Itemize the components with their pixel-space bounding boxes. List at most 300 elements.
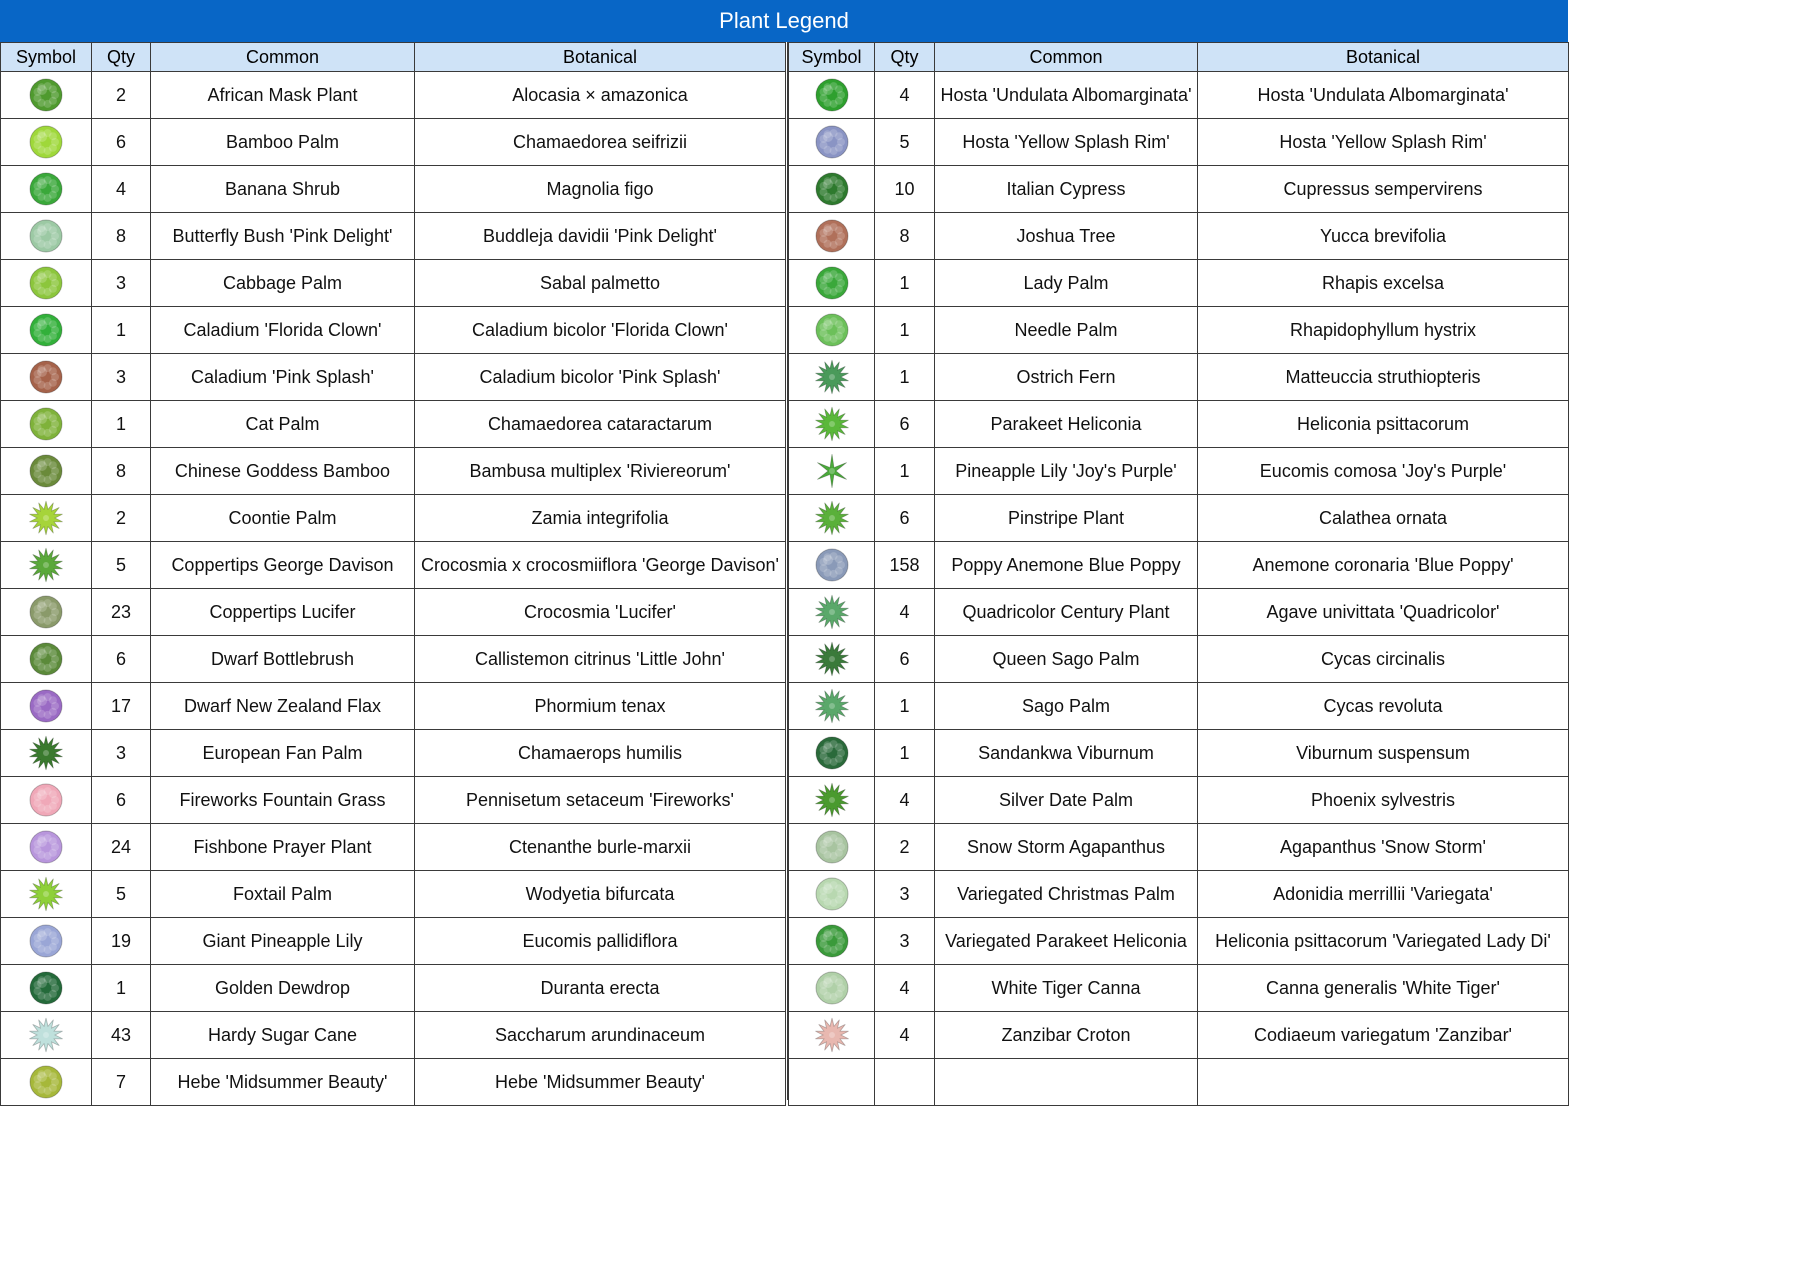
cell-symbol	[789, 730, 875, 777]
table-row	[1, 495, 786, 542]
shrub-round-icon	[27, 593, 65, 631]
shrub-round-icon	[27, 311, 65, 349]
table-row	[789, 401, 1569, 448]
header-botanical: Botanical	[415, 43, 786, 72]
shrub-round-icon	[813, 546, 851, 584]
table-row	[789, 777, 1569, 824]
cell-botanical: Heliconia psittacorum 'Variegated Lady Di'	[1198, 918, 1569, 965]
plant-symbol	[1, 260, 91, 306]
cell-symbol	[789, 495, 875, 542]
cell-common: Parakeet Heliconia	[935, 401, 1198, 448]
cell-botanical: Adonidia merrillii 'Variegata'	[1198, 871, 1569, 918]
cell-botanical: Codiaeum variegatum 'Zanzibar'	[1198, 1012, 1569, 1059]
plant-symbol	[789, 542, 874, 588]
cell-botanical: Duranta erecta	[415, 965, 786, 1012]
table-row	[1, 871, 786, 918]
plant-symbol	[1, 918, 91, 964]
table-row	[1, 166, 786, 213]
cell-symbol	[1, 119, 92, 166]
cell-symbol	[1, 965, 92, 1012]
plant-symbol	[789, 260, 874, 306]
cell-common: Cabbage Palm	[151, 260, 415, 307]
plant-symbol	[1, 1012, 91, 1058]
table-row	[1, 636, 786, 683]
cell-common: Sago Palm	[935, 683, 1198, 730]
cell-botanical: Sabal palmetto	[415, 260, 786, 307]
cell-qty: 6	[92, 636, 151, 683]
table-row	[789, 307, 1569, 354]
cell-symbol	[1, 824, 92, 871]
cell-botanical: Chamaedorea seifrizii	[415, 119, 786, 166]
cell-common: Sandankwa Viburnum	[935, 730, 1198, 777]
cell-symbol	[789, 448, 875, 495]
plant-symbol	[1, 119, 91, 165]
cell-qty: 10	[875, 166, 935, 213]
cell-botanical: Viburnum suspensum	[1198, 730, 1569, 777]
cell-symbol	[1, 777, 92, 824]
cell-symbol	[789, 683, 875, 730]
cell-botanical: Wodyetia bifurcata	[415, 871, 786, 918]
shrub-round-icon	[27, 76, 65, 114]
plant-symbol	[789, 401, 874, 447]
cell-common: Snow Storm Agapanthus	[935, 824, 1198, 871]
header-common: Common	[151, 43, 415, 72]
table-row	[789, 448, 1569, 495]
table-row	[1, 354, 786, 401]
cell-qty: 2	[875, 824, 935, 871]
table-row	[789, 119, 1569, 166]
shrub-round-icon	[27, 640, 65, 678]
plant-symbol	[789, 448, 874, 494]
cell-symbol	[1, 871, 92, 918]
plant-symbol	[789, 213, 874, 259]
cell-common: Cat Palm	[151, 401, 415, 448]
plant-symbol	[1, 307, 91, 353]
shrub-round-icon	[813, 264, 851, 302]
table-row	[789, 166, 1569, 213]
cell-botanical: Anemone coronaria 'Blue Poppy'	[1198, 542, 1569, 589]
cell-qty: 1	[875, 307, 935, 354]
plant-symbol	[1, 401, 91, 447]
spiky-leaf-icon	[27, 546, 65, 584]
cell-botanical: Hebe 'Midsummer Beauty'	[415, 1059, 786, 1106]
cell-common: Golden Dewdrop	[151, 965, 415, 1012]
cell-symbol	[1, 166, 92, 213]
cell-qty: 3	[92, 260, 151, 307]
spiky-leaf-icon	[813, 640, 851, 678]
cell-common: Variegated Christmas Palm	[935, 871, 1198, 918]
legend-table-left	[0, 42, 786, 1106]
cell-symbol	[789, 1012, 875, 1059]
cell-qty: 43	[92, 1012, 151, 1059]
cell-qty: 5	[92, 542, 151, 589]
cell-symbol	[1, 495, 92, 542]
plant-symbol	[1, 166, 91, 212]
shrub-round-icon	[27, 217, 65, 255]
shrub-round-icon	[813, 76, 851, 114]
cell-botanical: Caladium bicolor 'Florida Clown'	[415, 307, 786, 354]
cell-botanical: Bambusa multiplex 'Riviereorum'	[415, 448, 786, 495]
shrub-round-icon	[813, 311, 851, 349]
table-row	[1, 1059, 786, 1106]
cell-common: Italian Cypress	[935, 166, 1198, 213]
cell-symbol	[789, 307, 875, 354]
plant-symbol	[1, 871, 91, 917]
plant-symbol	[789, 636, 874, 682]
table-row	[1, 119, 786, 166]
cell-symbol	[789, 401, 875, 448]
cell-botanical: Pennisetum setaceum 'Fireworks'	[415, 777, 786, 824]
cell-symbol	[1, 260, 92, 307]
plant-symbol	[1, 589, 91, 635]
plant-symbol	[789, 918, 874, 964]
table-row	[789, 918, 1569, 965]
cell-botanical: Canna generalis 'White Tiger'	[1198, 965, 1569, 1012]
table-row	[1, 448, 786, 495]
cell-common: African Mask Plant	[151, 72, 415, 119]
cell-common: Pinstripe Plant	[935, 495, 1198, 542]
cell-qty: 4	[92, 166, 151, 213]
cell-qty: 5	[875, 119, 935, 166]
cell-botanical: Matteuccia struthiopteris	[1198, 354, 1569, 401]
cell-common: Zanzibar Croton	[935, 1012, 1198, 1059]
cell-qty: 1	[92, 965, 151, 1012]
cell-common: Chinese Goddess Bamboo	[151, 448, 415, 495]
plant-symbol	[1, 1059, 91, 1105]
legend-title: Plant Legend	[0, 0, 1568, 42]
cell-symbol	[789, 166, 875, 213]
cell-botanical: Cycas circinalis	[1198, 636, 1569, 683]
plant-symbol	[789, 871, 874, 917]
plant-symbol	[1, 448, 91, 494]
shrub-round-icon	[813, 828, 851, 866]
table-row	[1, 401, 786, 448]
plant-symbol	[789, 1012, 874, 1058]
plant-symbol	[1, 824, 91, 870]
cell-botanical: Callistemon citrinus 'Little John'	[415, 636, 786, 683]
cell-symbol	[789, 824, 875, 871]
plant-symbol	[789, 119, 874, 165]
cell-botanical: Zamia integrifolia	[415, 495, 786, 542]
cell-botanical: Eucomis pallidiflora	[415, 918, 786, 965]
cell-qty: 6	[875, 401, 935, 448]
plant-symbol	[789, 683, 874, 729]
plant-symbol	[789, 730, 874, 776]
table-row	[789, 72, 1569, 119]
spiky-leaf-icon	[813, 358, 851, 396]
cell-common: Coppertips George Davison	[151, 542, 415, 589]
table-row	[1, 213, 786, 260]
header-symbol: Symbol	[1, 43, 92, 72]
table-row	[1, 542, 786, 589]
cell-botanical: Magnolia figo	[415, 166, 786, 213]
cell-qty: 23	[92, 589, 151, 636]
header-botanical: Botanical	[1198, 43, 1569, 72]
table-row	[1, 777, 786, 824]
shrub-round-icon	[813, 217, 851, 255]
cell-qty	[875, 1059, 935, 1106]
cell-symbol	[789, 965, 875, 1012]
cell-qty: 6	[875, 636, 935, 683]
cell-qty: 3	[875, 918, 935, 965]
header-qty: Qty	[92, 43, 151, 72]
cell-qty: 7	[92, 1059, 151, 1106]
table-row	[789, 1059, 1569, 1106]
cell-common: Dwarf New Zealand Flax	[151, 683, 415, 730]
cell-symbol	[1, 1059, 92, 1106]
cell-common: Hebe 'Midsummer Beauty'	[151, 1059, 415, 1106]
cell-botanical: Eucomis comosa 'Joy's Purple'	[1198, 448, 1569, 495]
cell-botanical: Cupressus sempervirens	[1198, 166, 1569, 213]
cell-qty: 3	[875, 871, 935, 918]
cell-symbol	[1, 542, 92, 589]
table-row	[1, 965, 786, 1012]
star-leaf-icon	[813, 452, 851, 490]
shrub-round-icon	[27, 969, 65, 1007]
header-row	[1, 43, 786, 72]
cell-symbol	[1, 401, 92, 448]
cell-botanical: Buddleja davidii 'Pink Delight'	[415, 213, 786, 260]
cell-symbol	[789, 589, 875, 636]
cell-botanical: Rhapis excelsa	[1198, 260, 1569, 307]
cell-common: Hosta 'Undulata Albomarginata'	[935, 72, 1198, 119]
table-row	[789, 730, 1569, 777]
cell-botanical: Hosta 'Undulata Albomarginata'	[1198, 72, 1569, 119]
shrub-round-icon	[27, 781, 65, 819]
spiky-leaf-icon	[813, 687, 851, 725]
plant-symbol	[1, 683, 91, 729]
plant-symbol	[1, 542, 91, 588]
cell-common: Caladium 'Florida Clown'	[151, 307, 415, 354]
cell-common: Giant Pineapple Lily	[151, 918, 415, 965]
plant-symbol	[1, 965, 91, 1011]
cell-botanical: Heliconia psittacorum	[1198, 401, 1569, 448]
cell-qty: 6	[875, 495, 935, 542]
cell-symbol	[1, 1012, 92, 1059]
table-row	[789, 542, 1569, 589]
cell-common: European Fan Palm	[151, 730, 415, 777]
table-row	[789, 260, 1569, 307]
plant-symbol	[1, 72, 91, 118]
cell-qty: 5	[92, 871, 151, 918]
shrub-round-icon	[27, 123, 65, 161]
shrub-round-icon	[813, 734, 851, 772]
spiky-leaf-icon	[813, 781, 851, 819]
spiky-leaf-icon	[27, 875, 65, 913]
cell-common: Queen Sago Palm	[935, 636, 1198, 683]
cell-botanical: Crocosmia x crocosmiiflora 'George Davison'	[415, 542, 786, 589]
shrub-round-icon	[27, 452, 65, 490]
cell-qty: 1	[875, 730, 935, 777]
header-row	[789, 43, 1569, 72]
shrub-round-icon	[27, 922, 65, 960]
cell-qty: 4	[875, 72, 935, 119]
cell-botanical: Agapanthus 'Snow Storm'	[1198, 824, 1569, 871]
table-row	[789, 683, 1569, 730]
shrub-round-icon	[813, 922, 851, 960]
cell-qty: 6	[92, 119, 151, 166]
shrub-round-icon	[813, 123, 851, 161]
cell-qty: 1	[92, 307, 151, 354]
table-row	[1, 683, 786, 730]
table-row	[1, 1012, 786, 1059]
plant-symbol	[1, 730, 91, 776]
cell-common: Lady Palm	[935, 260, 1198, 307]
table-row	[1, 72, 786, 119]
table-row	[789, 636, 1569, 683]
table-row	[789, 213, 1569, 260]
cell-botanical: Cycas revoluta	[1198, 683, 1569, 730]
cell-qty: 3	[92, 354, 151, 401]
shrub-round-icon	[27, 1063, 65, 1101]
cell-symbol	[789, 777, 875, 824]
cell-symbol	[1, 636, 92, 683]
cell-qty: 1	[875, 683, 935, 730]
cell-botanical: Ctenanthe burle-marxii	[415, 824, 786, 871]
cell-botanical: Yucca brevifolia	[1198, 213, 1569, 260]
cell-botanical: Phoenix sylvestris	[1198, 777, 1569, 824]
plant-symbol	[1, 495, 91, 541]
cell-qty: 158	[875, 542, 935, 589]
cell-botanical: Chamaedorea cataractarum	[415, 401, 786, 448]
legend-table-right	[788, 42, 1569, 1106]
table-row	[789, 824, 1569, 871]
table-row	[789, 495, 1569, 542]
cell-symbol	[1, 730, 92, 777]
table-row	[1, 918, 786, 965]
cell-symbol	[1, 213, 92, 260]
table-row	[1, 260, 786, 307]
cell-qty: 1	[875, 354, 935, 401]
cell-common: Joshua Tree	[935, 213, 1198, 260]
cell-botanical: Agave univittata 'Quadricolor'	[1198, 589, 1569, 636]
cell-botanical: Alocasia × amazonica	[415, 72, 786, 119]
table-row	[1, 589, 786, 636]
table-row	[789, 871, 1569, 918]
plant-symbol	[789, 354, 874, 400]
cell-botanical: Rhapidophyllum hystrix	[1198, 307, 1569, 354]
plant-symbol	[1, 777, 91, 823]
cell-qty: 4	[875, 1012, 935, 1059]
spiky-leaf-icon	[27, 499, 65, 537]
cell-botanical: Crocosmia 'Lucifer'	[415, 589, 786, 636]
cell-common: Ostrich Fern	[935, 354, 1198, 401]
cell-botanical: Hosta 'Yellow Splash Rim'	[1198, 119, 1569, 166]
cell-symbol	[789, 918, 875, 965]
table-row	[1, 824, 786, 871]
cell-qty: 8	[92, 213, 151, 260]
cell-qty: 1	[92, 401, 151, 448]
cell-qty: 4	[875, 965, 935, 1012]
cell-qty: 2	[92, 72, 151, 119]
cell-common: White Tiger Canna	[935, 965, 1198, 1012]
cell-common: Poppy Anemone Blue Poppy	[935, 542, 1198, 589]
cell-common: Quadricolor Century Plant	[935, 589, 1198, 636]
cell-common: Hardy Sugar Cane	[151, 1012, 415, 1059]
plant-symbol	[789, 589, 874, 635]
cell-common: Fireworks Fountain Grass	[151, 777, 415, 824]
cell-common	[935, 1059, 1198, 1106]
spiky-leaf-icon	[813, 499, 851, 537]
spiky-leaf-icon	[813, 593, 851, 631]
table-row	[789, 965, 1569, 1012]
plant-symbol	[1, 213, 91, 259]
cell-qty: 4	[875, 589, 935, 636]
table-row	[1, 730, 786, 777]
cell-botanical	[1198, 1059, 1569, 1106]
cell-qty: 17	[92, 683, 151, 730]
spiky-leaf-icon	[813, 405, 851, 443]
cell-symbol	[1, 589, 92, 636]
cell-common: Hosta 'Yellow Splash Rim'	[935, 119, 1198, 166]
cell-symbol	[1, 918, 92, 965]
cell-symbol	[789, 542, 875, 589]
cell-common: Banana Shrub	[151, 166, 415, 213]
cell-common: Fishbone Prayer Plant	[151, 824, 415, 871]
table-row	[789, 589, 1569, 636]
cell-qty: 1	[875, 260, 935, 307]
cell-qty: 8	[875, 213, 935, 260]
cell-common: Variegated Parakeet Heliconia	[935, 918, 1198, 965]
cell-botanical: Phormium tenax	[415, 683, 786, 730]
cell-symbol	[789, 1059, 875, 1106]
cell-common: Butterfly Bush 'Pink Delight'	[151, 213, 415, 260]
cell-common: Dwarf Bottlebrush	[151, 636, 415, 683]
plant-symbol	[789, 965, 874, 1011]
cell-symbol	[1, 448, 92, 495]
shrub-round-icon	[27, 405, 65, 443]
cell-qty: 6	[92, 777, 151, 824]
cell-common: Needle Palm	[935, 307, 1198, 354]
shrub-round-icon	[813, 875, 851, 913]
cell-common: Bamboo Palm	[151, 119, 415, 166]
cell-symbol	[789, 260, 875, 307]
cell-common: Silver Date Palm	[935, 777, 1198, 824]
plant-symbol	[1, 636, 91, 682]
cell-qty: 8	[92, 448, 151, 495]
cell-symbol	[789, 354, 875, 401]
shrub-round-icon	[813, 969, 851, 1007]
cell-symbol	[1, 354, 92, 401]
cell-symbol	[789, 213, 875, 260]
shrub-round-icon	[813, 170, 851, 208]
plant-symbol	[1, 354, 91, 400]
cell-symbol	[1, 307, 92, 354]
cell-common: Caladium 'Pink Splash'	[151, 354, 415, 401]
cell-symbol	[789, 636, 875, 683]
table-row	[789, 1012, 1569, 1059]
cell-qty: 2	[92, 495, 151, 542]
plant-symbol	[789, 166, 874, 212]
plant-symbol	[789, 777, 874, 823]
cell-botanical: Caladium bicolor 'Pink Splash'	[415, 354, 786, 401]
cell-symbol	[789, 871, 875, 918]
shrub-round-icon	[27, 264, 65, 302]
plant-symbol	[789, 495, 874, 541]
cell-symbol	[789, 72, 875, 119]
cell-qty: 3	[92, 730, 151, 777]
cell-common: Foxtail Palm	[151, 871, 415, 918]
cell-qty: 4	[875, 777, 935, 824]
cell-symbol	[789, 119, 875, 166]
cell-common: Pineapple Lily 'Joy's Purple'	[935, 448, 1198, 495]
shrub-round-icon	[27, 358, 65, 396]
cell-symbol	[1, 72, 92, 119]
shrub-round-icon	[27, 687, 65, 725]
shrub-round-icon	[27, 828, 65, 866]
table-row	[789, 354, 1569, 401]
cell-botanical: Chamaerops humilis	[415, 730, 786, 777]
